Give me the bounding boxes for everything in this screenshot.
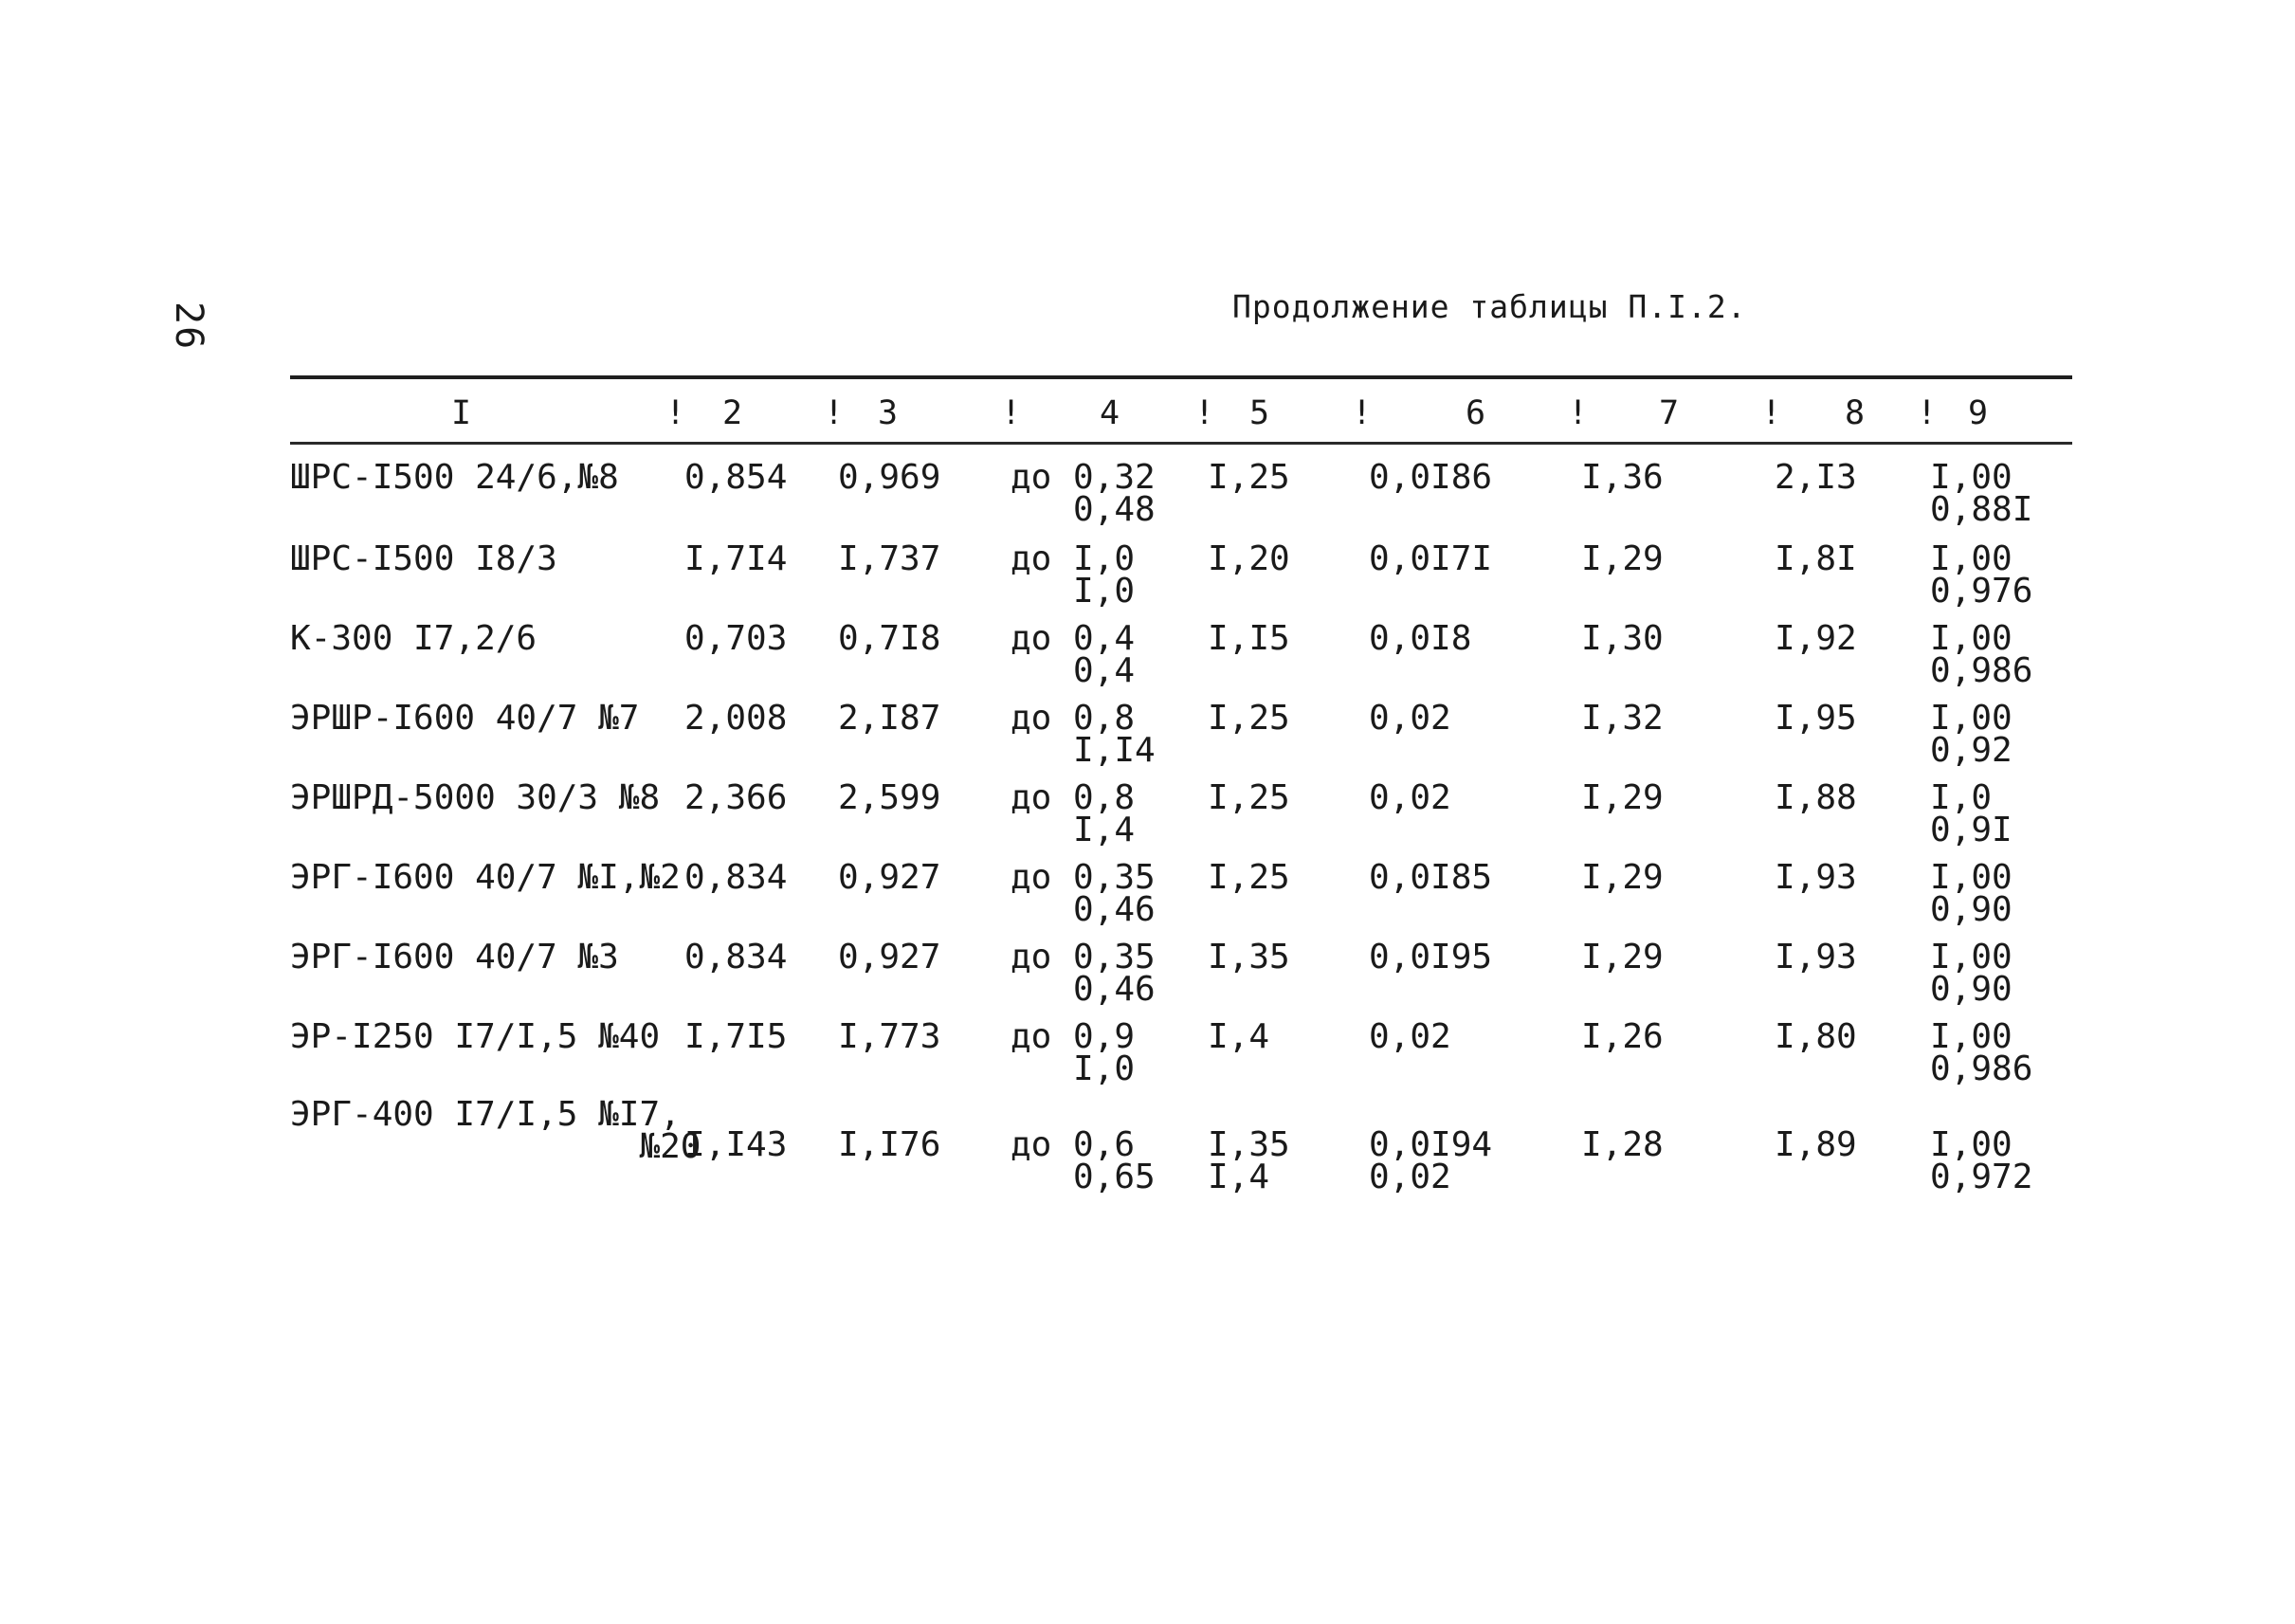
cell-col-7: I,30	[1581, 619, 1664, 658]
cell-col-3: I,737	[838, 539, 941, 578]
cell-name: ШРС-I500 24/6,№8	[290, 458, 619, 497]
cell-col-8: I,93	[1775, 858, 1857, 897]
header-bang-8: !	[1761, 394, 1782, 432]
data-table	[290, 375, 2072, 1195]
cell-name: ЭР-I250 I7/I,5 №40	[290, 1017, 661, 1056]
header-col-7: 7	[1659, 394, 1680, 432]
cell-col-8: I,89	[1775, 1125, 1857, 1164]
cell-col-2: I,7I5	[684, 1017, 788, 1056]
cell-col-4-prefix: до	[1011, 938, 1052, 976]
cell-col-7: I,29	[1581, 778, 1664, 817]
cell-col-6: 0,0I95	[1369, 938, 1493, 976]
cell-col-7: I,29	[1581, 539, 1664, 578]
cell-col-7: I,26	[1581, 1017, 1664, 1056]
cell-col-4-prefix: до	[1011, 699, 1052, 738]
table-row	[290, 684, 2072, 770]
table-header	[290, 381, 2072, 442]
cell-col-3: 0,927	[838, 938, 941, 976]
cell-col-8: I,95	[1775, 699, 1857, 738]
cell-col-5: I,20	[1208, 539, 1290, 578]
cell-col-4: 0,35 0,46	[1073, 938, 1156, 1009]
cell-col-2: 0,854	[684, 458, 788, 497]
cell-col-4-prefix: до	[1011, 539, 1052, 578]
cell-col-2: I,I43	[684, 1125, 788, 1164]
cell-col-7: I,29	[1581, 858, 1664, 897]
cell-col-4: 0,6 0,65	[1073, 1125, 1156, 1196]
cell-col-2: 0,834	[684, 938, 788, 976]
cell-col-4-prefix: до	[1011, 619, 1052, 658]
cell-col-6: 0,02	[1369, 699, 1451, 738]
cell-name: ЭРГ-400 I7/I,5 №I7, №20	[290, 1095, 701, 1166]
header-col-2: 2	[722, 394, 743, 432]
cell-col-9: I,00 0,972	[1930, 1125, 2033, 1196]
cell-col-8: I,80	[1775, 1017, 1857, 1056]
cell-col-8: I,92	[1775, 619, 1857, 658]
header-bang-2: !	[665, 394, 686, 432]
cell-col-5: I,25	[1208, 778, 1290, 817]
cell-col-3: 0,969	[838, 458, 941, 497]
table-row	[290, 1002, 2072, 1088]
cell-col-6: 0,02	[1369, 1017, 1451, 1056]
cell-col-3: I,I76	[838, 1125, 941, 1164]
cell-col-4: 0,4 0,4	[1073, 619, 1136, 690]
cell-col-8: I,88	[1775, 778, 1857, 817]
cell-col-9: I,00 0,90	[1930, 938, 2013, 1009]
header-bang-5: !	[1194, 394, 1215, 432]
header-bang-6: !	[1352, 394, 1373, 432]
cell-col-7: I,32	[1581, 699, 1664, 738]
header-bang-3: !	[824, 394, 845, 432]
cell-col-9: I,0 0,9I	[1930, 778, 2013, 849]
header-col-9: 9	[1968, 394, 1989, 432]
cell-col-3: 0,927	[838, 858, 941, 897]
cell-col-9: I,00 0,986	[1930, 1017, 2033, 1088]
cell-col-9: I,00 0,986	[1930, 619, 2033, 690]
header-bang-7: !	[1568, 394, 1589, 432]
table-row	[290, 604, 2072, 690]
cell-col-2: 0,703	[684, 619, 788, 658]
cell-col-9: I,00 0,90	[1930, 858, 2013, 929]
cell-col-2: 2,366	[684, 778, 788, 817]
cell-col-6: 0,0I7I	[1369, 539, 1493, 578]
cell-col-4: 0,9 I,0	[1073, 1017, 1136, 1088]
table-caption: Продолжение таблицы П.I.2.	[1232, 288, 1747, 325]
cell-col-6: 0,0I8	[1369, 619, 1472, 658]
cell-col-3: I,773	[838, 1017, 941, 1056]
header-col-8: 8	[1845, 394, 1866, 432]
header-bang-9: !	[1917, 394, 1938, 432]
cell-name: ЭРШР-I600 40/7 №7	[290, 699, 640, 738]
cell-col-4: 0,8 I,I4	[1073, 699, 1156, 770]
cell-col-3: 0,7I8	[838, 619, 941, 658]
cell-name: ЭРГ-I600 40/7 №3	[290, 938, 619, 976]
cell-col-4: 0,32 0,48	[1073, 458, 1156, 529]
cell-col-4-prefix: до	[1011, 858, 1052, 897]
table-row	[290, 1082, 2072, 1195]
cell-col-5: I,4	[1208, 1017, 1270, 1056]
cell-col-4-prefix: до	[1011, 458, 1052, 497]
header-col-3: 3	[878, 394, 899, 432]
page-number: 26	[167, 301, 210, 352]
table-row	[290, 763, 2072, 849]
table-row	[290, 524, 2072, 611]
header-col-1: I	[451, 394, 472, 432]
cell-col-4: 0,35 0,46	[1073, 858, 1156, 929]
cell-col-9: I,00 0,976	[1930, 539, 2033, 611]
cell-col-7: I,29	[1581, 938, 1664, 976]
header-col-6: 6	[1466, 394, 1486, 432]
table-top-rule	[290, 375, 2072, 379]
table-row	[290, 445, 2072, 529]
table-row	[290, 843, 2072, 929]
cell-col-6: 0,0I86	[1369, 458, 1493, 497]
cell-col-2: 2,008	[684, 699, 788, 738]
cell-col-4-prefix: до	[1011, 778, 1052, 817]
cell-col-4: 0,8 I,4	[1073, 778, 1136, 849]
cell-col-3: 2,599	[838, 778, 941, 817]
cell-col-6: 0,02	[1369, 778, 1451, 817]
table-row	[290, 922, 2072, 1009]
cell-col-8: I,8I	[1775, 539, 1857, 578]
cell-name: ЭРГ-I600 40/7 №I,№2	[290, 858, 681, 897]
cell-col-5: I,35 I,4	[1208, 1125, 1290, 1196]
cell-col-5: I,25	[1208, 858, 1290, 897]
cell-col-7: I,36	[1581, 458, 1664, 497]
cell-col-4: I,0 I,0	[1073, 539, 1136, 611]
cell-col-5: I,25	[1208, 699, 1290, 738]
cell-col-9: I,00 0,92	[1930, 699, 2013, 770]
cell-col-4-prefix: до	[1011, 1017, 1052, 1056]
cell-col-4-prefix: до	[1011, 1125, 1052, 1164]
header-col-4: 4	[1100, 394, 1120, 432]
cell-col-2: 0,834	[684, 858, 788, 897]
header-bang-4: !	[1001, 394, 1022, 432]
cell-col-7: I,28	[1581, 1125, 1664, 1164]
cell-col-2: I,7I4	[684, 539, 788, 578]
cell-name: ЭРШРД-5000 30/3 №8	[290, 778, 661, 817]
cell-col-5: I,25	[1208, 458, 1290, 497]
table-body	[290, 445, 2072, 1195]
cell-col-9: I,00 0,88I	[1930, 458, 2033, 529]
cell-name: ШРС-I500 I8/3	[290, 539, 557, 578]
cell-col-6: 0,0I85	[1369, 858, 1493, 897]
header-col-5: 5	[1249, 394, 1270, 432]
cell-col-3: 2,I87	[838, 699, 941, 738]
cell-col-6: 0,0I94 0,02	[1369, 1125, 1493, 1196]
cell-name: К-300 I7,2/6	[290, 619, 537, 658]
cell-col-8: 2,I3	[1775, 458, 1857, 497]
cell-col-5: I,35	[1208, 938, 1290, 976]
cell-col-8: I,93	[1775, 938, 1857, 976]
cell-col-5: I,I5	[1208, 619, 1290, 658]
